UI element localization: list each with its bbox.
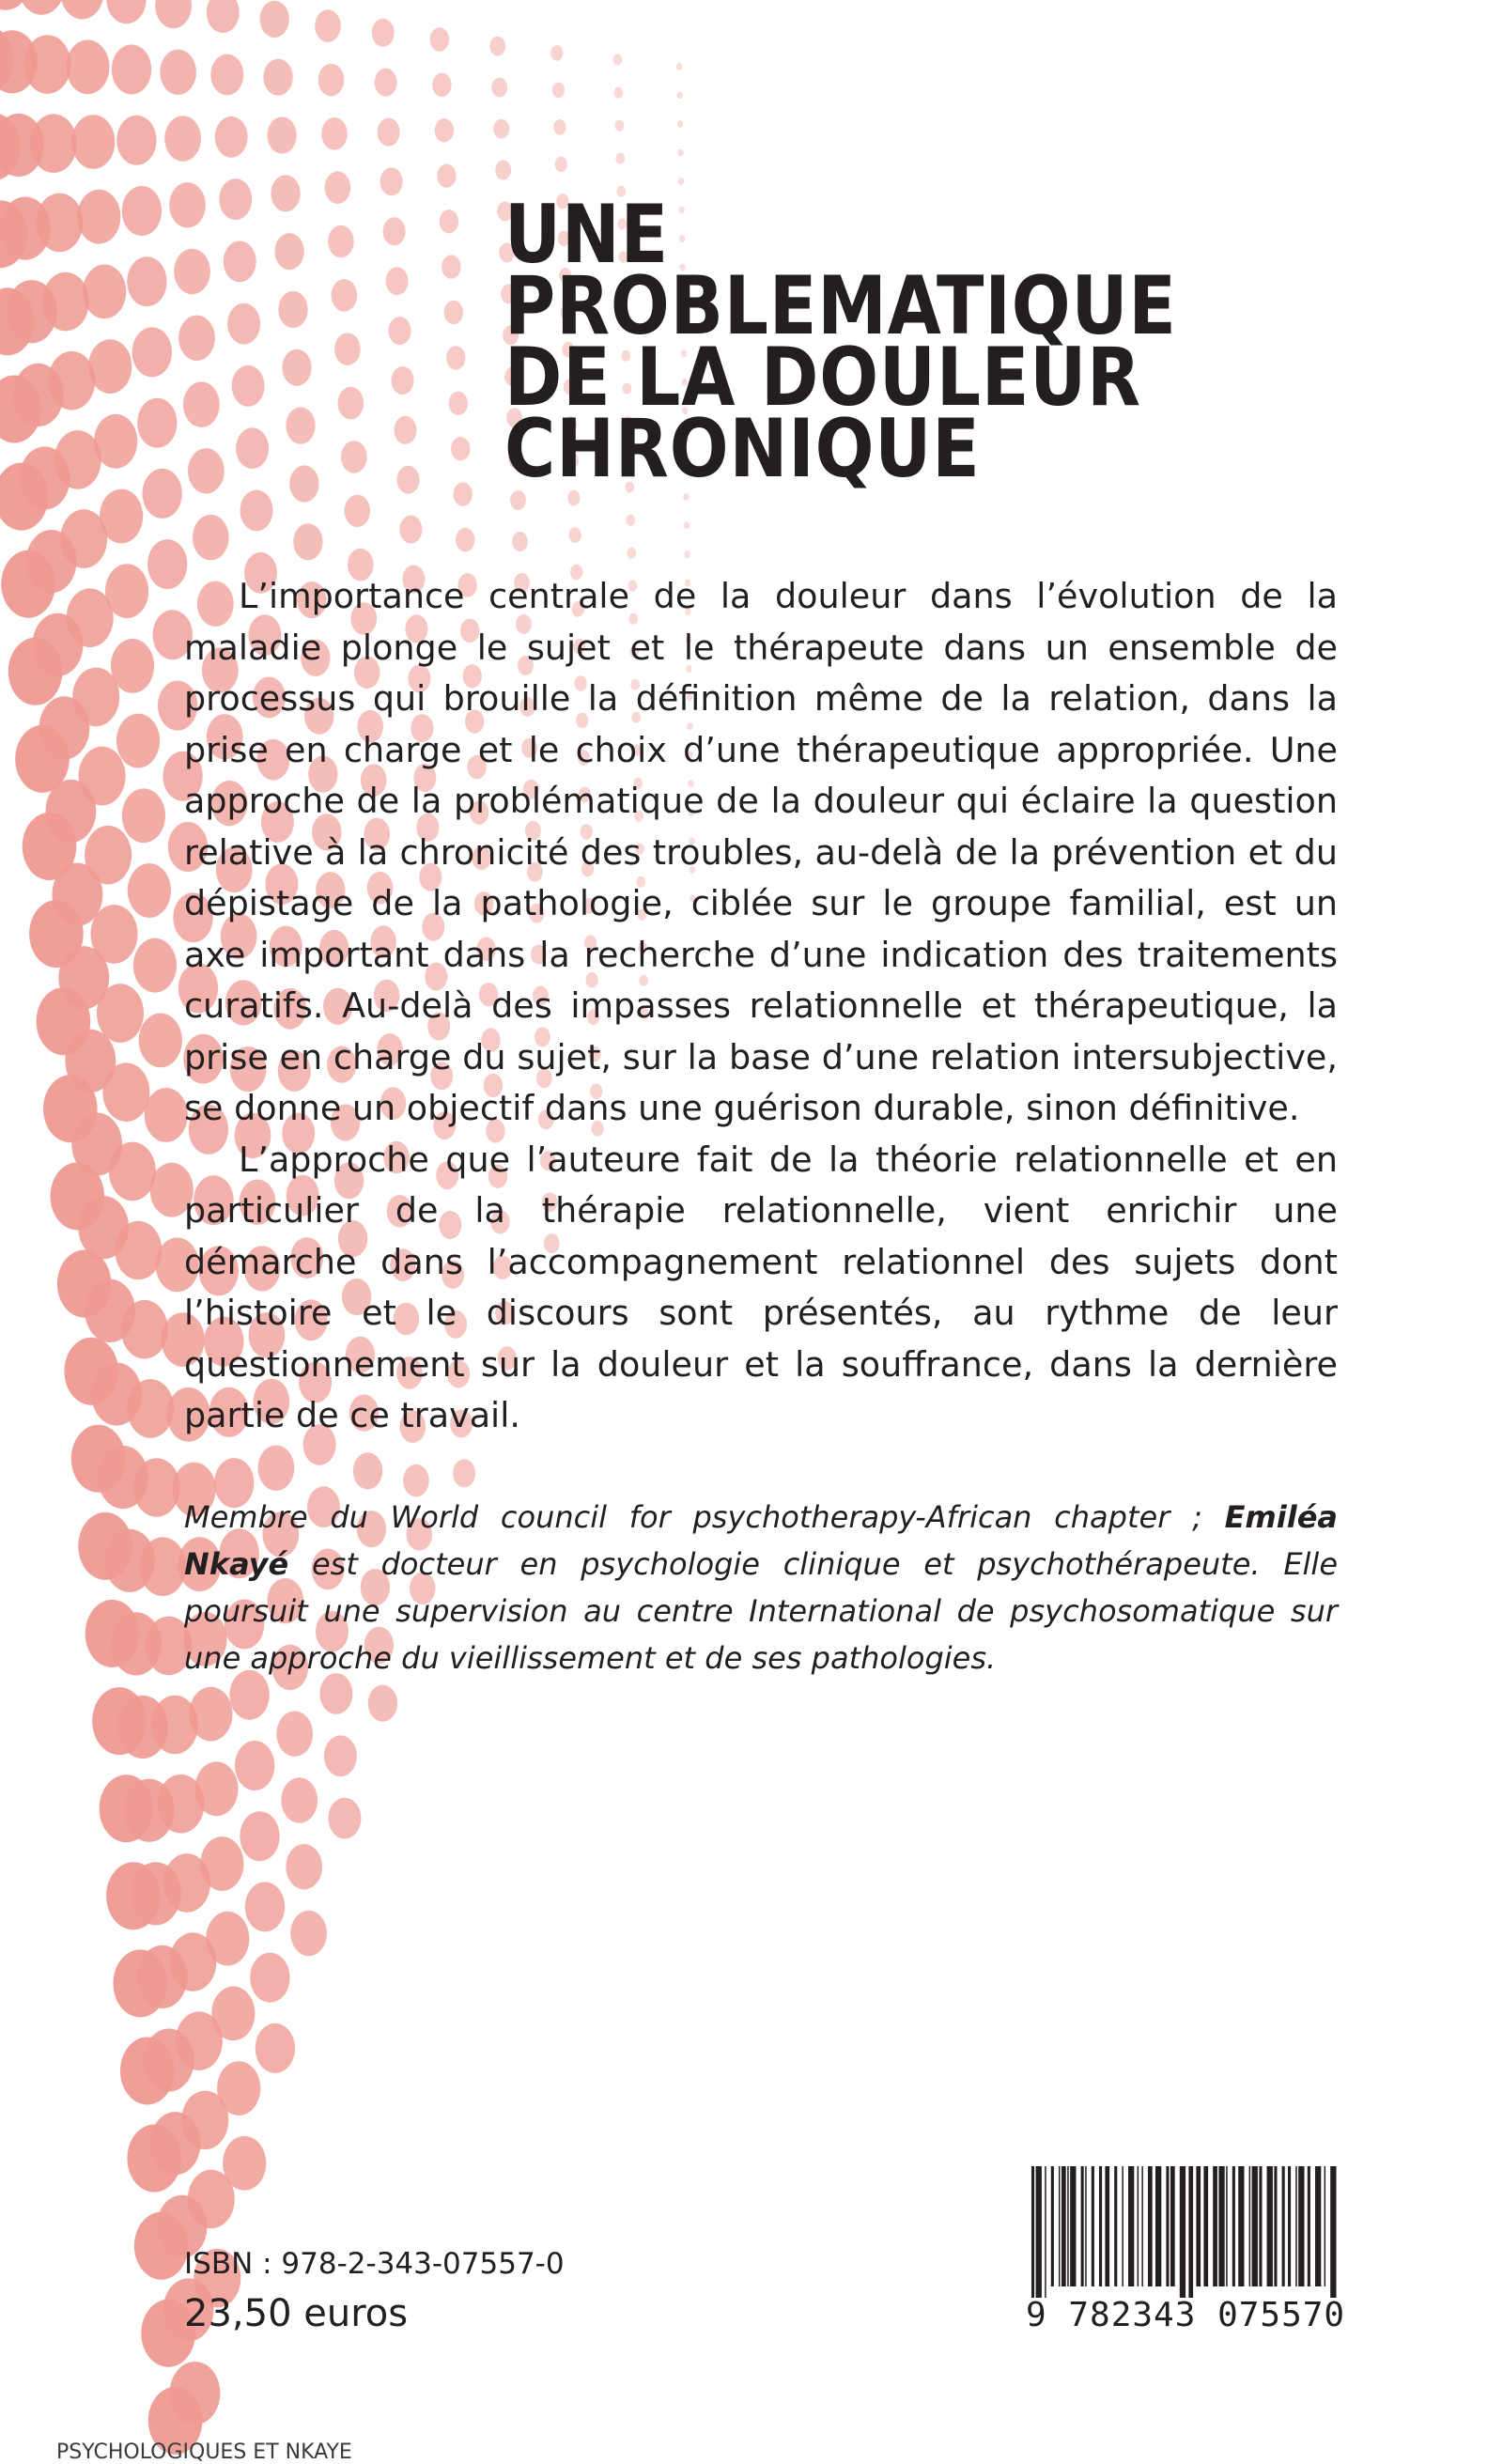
dot xyxy=(403,1464,429,1497)
barcode-bar xyxy=(1308,2166,1310,2286)
dot xyxy=(282,349,311,386)
dot xyxy=(217,2061,260,2115)
dot xyxy=(627,548,636,559)
dot xyxy=(256,2023,295,2073)
dot xyxy=(325,171,351,204)
book-title xyxy=(504,188,1312,496)
dot xyxy=(122,788,165,843)
dot xyxy=(210,54,243,96)
dot xyxy=(676,63,682,70)
barcode-bar xyxy=(1114,2166,1117,2286)
dot xyxy=(170,2362,221,2425)
dot xyxy=(677,148,683,156)
dot xyxy=(232,365,265,407)
bio-rest: est docteur en psychologie clinique et psychothérapeute. Elle poursuit une supervision au centre International de psychosomatique sur une approche du vieillissement et de ses pathologies. xyxy=(184,1546,1338,1676)
dot xyxy=(169,182,206,227)
barcode-bar xyxy=(1155,2166,1161,2286)
barcode-bar xyxy=(1085,2166,1087,2286)
dot xyxy=(395,416,417,444)
dot xyxy=(677,120,683,128)
dot xyxy=(240,1811,279,1861)
dot xyxy=(121,1300,168,1359)
barcode-bar xyxy=(1267,2166,1273,2286)
dot xyxy=(106,0,146,23)
barcode-bar xyxy=(1274,2166,1277,2286)
dot xyxy=(550,45,563,61)
dot xyxy=(79,747,126,806)
barcode-bar xyxy=(1315,2166,1321,2286)
dot xyxy=(245,1882,285,1931)
dot xyxy=(444,301,463,324)
dot xyxy=(94,414,137,469)
dot xyxy=(164,116,201,161)
dot xyxy=(147,539,187,589)
author-name: Emiléa Nkayé xyxy=(184,1499,1338,1582)
dot xyxy=(109,1142,156,1201)
barcode-bar xyxy=(1180,2166,1185,2298)
dot xyxy=(286,408,315,444)
dot xyxy=(553,119,566,135)
dot xyxy=(552,83,565,99)
dot xyxy=(227,303,260,345)
barcode-bar xyxy=(1045,2166,1046,2298)
dot xyxy=(143,469,182,519)
dot xyxy=(193,515,229,560)
dot xyxy=(368,1685,397,1722)
author-bio xyxy=(184,1494,1338,1681)
barcode-bars xyxy=(1018,2166,1347,2298)
dot xyxy=(315,9,341,42)
dot xyxy=(289,465,318,502)
dot xyxy=(42,272,89,332)
dot xyxy=(321,117,348,150)
dot xyxy=(375,69,397,97)
dot xyxy=(341,441,367,473)
dot xyxy=(139,1014,182,1068)
bio-intro: Membre du World council for psychotherapy-African chapter ; xyxy=(184,1499,1225,1535)
dot xyxy=(332,279,358,312)
dot xyxy=(613,54,623,66)
barcode-bar xyxy=(1252,2166,1258,2286)
barcode-bar xyxy=(1036,2166,1042,2298)
dot xyxy=(178,316,215,361)
barcode-bar xyxy=(1051,2166,1054,2286)
dot xyxy=(224,241,256,283)
dot xyxy=(442,255,460,278)
barcode-bar xyxy=(1298,2166,1304,2286)
dot xyxy=(353,1452,382,1489)
blurb-paragraph-2: L’approche que l’auteure fait de la théorie relationnelle et en particulier de la thérapie relationnelle, vient enrichir une démarche dans l’accompagnement relationnel des sujets dont l’histoire et le discours sont présentés, au rythme de leur questionnement sur la douleur et la souffrance, dans la dernière partie de ce travail. xyxy=(184,1139,1338,1435)
barcode-digits: 9 782343 075570 xyxy=(1026,2296,1346,2334)
barcode-bar xyxy=(1226,2166,1228,2286)
title-line-2: DE LA DOULEUR xyxy=(504,331,1141,425)
dot xyxy=(274,233,303,270)
barcode-bar xyxy=(1148,2166,1153,2286)
barcode-bar xyxy=(1188,2166,1193,2298)
dot xyxy=(324,1735,357,1776)
dot xyxy=(397,466,420,494)
dot xyxy=(115,1221,162,1280)
dot xyxy=(100,489,143,544)
dot xyxy=(378,118,400,147)
blurb xyxy=(184,571,1338,1442)
barcode-bar xyxy=(1122,2166,1123,2286)
isbn: ISBN : 978-2-343-07557-0 xyxy=(184,2247,565,2281)
dot xyxy=(36,194,83,253)
dot xyxy=(137,398,177,448)
dot xyxy=(456,528,474,551)
dot xyxy=(386,267,409,295)
dot xyxy=(88,339,132,394)
dot xyxy=(188,448,225,493)
barcode-bar xyxy=(1092,2166,1094,2286)
dot xyxy=(30,114,77,173)
dot xyxy=(684,521,690,529)
dot xyxy=(260,1,289,38)
dot xyxy=(454,482,473,505)
dot xyxy=(626,515,635,526)
dot xyxy=(66,39,109,94)
dot xyxy=(194,1761,238,1816)
dot xyxy=(678,178,684,185)
dot xyxy=(240,490,273,532)
barcode-bar xyxy=(1099,2166,1102,2286)
dot xyxy=(451,437,470,460)
dot xyxy=(437,164,456,188)
dot xyxy=(290,1911,327,1956)
barcode-bar xyxy=(1061,2166,1066,2286)
dot xyxy=(489,37,505,56)
dot xyxy=(338,387,364,420)
dot xyxy=(111,639,154,693)
barcode xyxy=(1018,2166,1347,2339)
dot xyxy=(614,87,624,99)
dot xyxy=(684,550,690,558)
barcode-bar xyxy=(1259,2166,1262,2286)
dot xyxy=(435,118,454,142)
dot xyxy=(127,1379,174,1438)
dot xyxy=(189,1687,232,1742)
dot xyxy=(236,427,269,469)
dot xyxy=(155,0,192,28)
dot xyxy=(446,346,465,369)
dot xyxy=(345,495,371,528)
dot xyxy=(91,905,138,964)
blurb-paragraph-1: L’importance centrale de la douleur dans l’évolution de la maladie plonge le sujet et le thérapeute dans un ensemble de processus qui brouille la définition même de la relation, dans la prise en charge et le choix d’une thérapeutique appropriée. Une approche de la problématique de la douleur qui éclaire la question relative à la chronicité des troubles, au-delà de la prévention et du dépistage de la pathologie, ciblée sur le groupe familial, est un axe important dans la recherche d’une indication des traitements curatifs. Au-delà des impasses relationnelle et thérapeutique, la prise en charge du sujet, sur la base d’une relation intersubjective, se donne un objectif dans une guérison durable, sinon définitive. xyxy=(184,576,1338,1128)
barcode-bar xyxy=(1196,2166,1201,2286)
barcode-bar xyxy=(1059,2166,1061,2286)
barcode-bar xyxy=(1170,2166,1175,2286)
price: 23,50 euros xyxy=(184,2292,409,2335)
dot xyxy=(449,392,468,415)
dot xyxy=(555,157,567,173)
dot xyxy=(48,351,95,411)
dot xyxy=(372,19,395,47)
barcode-bar xyxy=(1128,2166,1134,2286)
barcode-bar xyxy=(1105,2166,1109,2286)
dot xyxy=(116,714,160,768)
dot xyxy=(211,1987,255,2041)
dot xyxy=(24,35,71,94)
dot xyxy=(286,1844,322,1889)
barcode-bar xyxy=(1166,2166,1169,2286)
dot xyxy=(250,1953,289,2003)
title-line-1: UNE PROBLEMATIQUE xyxy=(504,188,1177,353)
dot xyxy=(132,327,172,377)
dot xyxy=(615,153,625,164)
barcode-bar xyxy=(1282,2166,1285,2286)
dot xyxy=(334,333,361,365)
dot xyxy=(133,938,177,993)
dot xyxy=(122,186,162,236)
barcode-bar xyxy=(1249,2166,1251,2286)
dot xyxy=(112,45,151,95)
dot xyxy=(263,59,292,96)
dot xyxy=(207,0,240,33)
dot xyxy=(71,115,115,169)
dot xyxy=(615,120,625,132)
dot xyxy=(223,2136,266,2191)
dot xyxy=(440,209,458,233)
title-line-3: CHRONIQUE xyxy=(504,402,981,496)
barcode-bar xyxy=(1232,2166,1235,2286)
dot xyxy=(389,317,411,345)
dot xyxy=(102,1062,149,1122)
dot xyxy=(328,1798,361,1839)
dot xyxy=(495,161,511,180)
barcode-bar xyxy=(1325,2166,1326,2286)
barcode-bar xyxy=(1295,2166,1297,2286)
dot xyxy=(491,78,507,98)
dot xyxy=(676,91,682,99)
dot xyxy=(128,863,171,918)
dot xyxy=(127,256,166,306)
dot xyxy=(219,178,252,220)
dot xyxy=(453,1459,475,1487)
dot xyxy=(267,116,296,153)
dot xyxy=(512,532,528,551)
dot xyxy=(97,984,144,1043)
dot xyxy=(430,27,449,51)
dot xyxy=(60,0,103,20)
dot xyxy=(383,217,406,245)
barcode-bar xyxy=(1067,2166,1069,2286)
barcode-bar xyxy=(1138,2166,1139,2286)
barcode-bar xyxy=(1203,2166,1208,2286)
barcode-bar xyxy=(1238,2166,1244,2286)
dot xyxy=(328,225,354,258)
barcode-bar xyxy=(1070,2166,1076,2286)
dot xyxy=(183,381,220,426)
dot xyxy=(281,1777,318,1822)
dot xyxy=(278,291,307,328)
dot xyxy=(83,265,126,319)
barcode-bar xyxy=(1081,2166,1084,2286)
dot xyxy=(432,73,451,97)
dot xyxy=(85,826,132,885)
dot xyxy=(318,64,345,97)
dot xyxy=(276,1712,313,1757)
dot xyxy=(77,190,120,244)
barcode-bar xyxy=(1031,2166,1034,2298)
barcode-bar xyxy=(1141,2166,1143,2286)
barcode-bar xyxy=(1330,2166,1336,2298)
dot xyxy=(392,366,414,395)
dot xyxy=(174,249,210,294)
dot xyxy=(206,1912,249,1966)
spine-text: PSYCHOLOGIQUES ET NKAYE xyxy=(56,2441,352,2464)
dot xyxy=(145,1088,188,1142)
dot xyxy=(293,523,322,560)
barcode-bar xyxy=(1288,2166,1291,2286)
dot xyxy=(399,516,422,544)
dot xyxy=(18,0,65,15)
dot xyxy=(215,116,248,158)
barcode-bar xyxy=(1213,2166,1217,2286)
dot xyxy=(493,119,509,139)
dot xyxy=(105,564,148,618)
dot xyxy=(258,1446,295,1491)
dot xyxy=(271,175,300,211)
dot xyxy=(116,116,156,165)
dot xyxy=(160,50,196,95)
dot xyxy=(569,527,581,543)
dot xyxy=(200,1836,243,1891)
dot xyxy=(235,1741,274,1790)
barcode-bar xyxy=(1218,2166,1224,2286)
dot xyxy=(380,167,403,195)
